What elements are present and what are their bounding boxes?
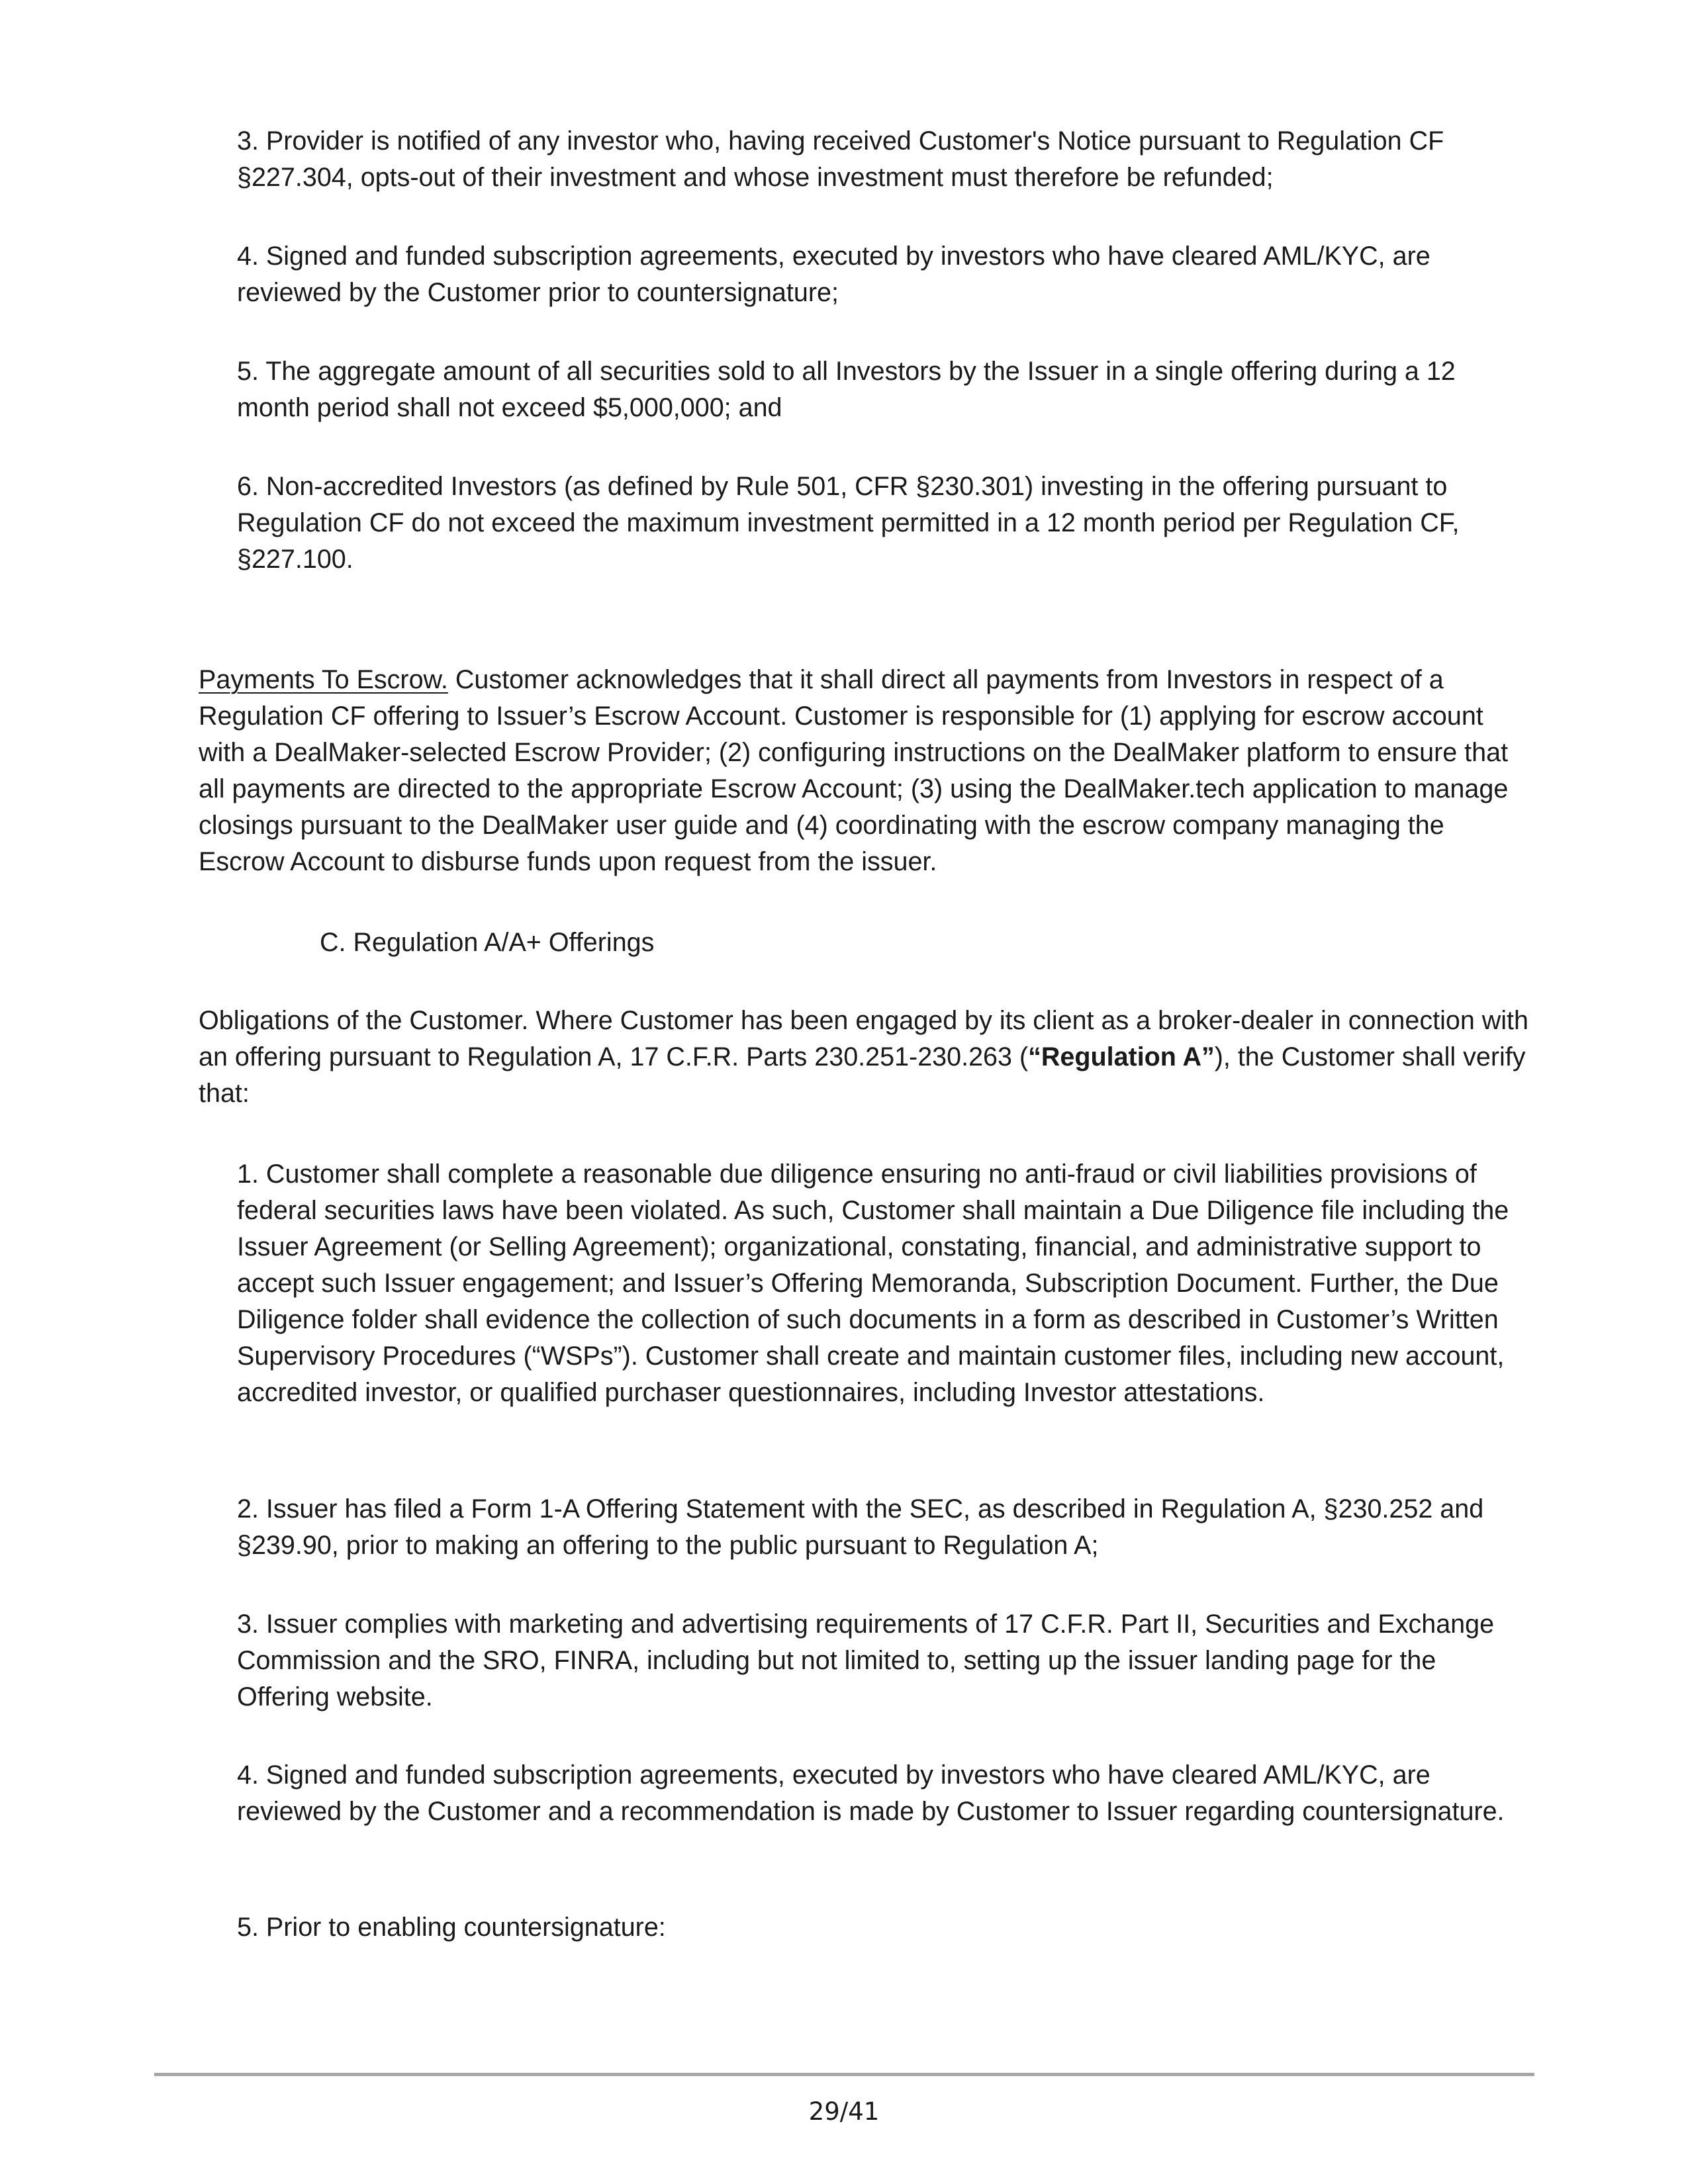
reg-a-item-1: 1. Customer shall complete a reasonable due diligence ensuring no anti-fraud or civil liabilities provisions of federal securities laws have been violated. As such, Customer shall maintain a Due Diligence file including the Issuer Agreement (or Selling Agreement); organizational, constating, financial, and administrative support to accept such Issuer engagement; and Issuer’s Offering Memoranda, Subscription Document. Further, the Due Diligence folder shall evidence the collection of such documents in a form as described in Customer’s Written Supervisory Procedures (“WSPs”). Customer shall create and maintain customer files, including new account, accredited investor, or qualified purchaser questionnaires, including Investor attestations.: [237, 1160, 1509, 1407]
footer-divider: [154, 2073, 1534, 2076]
regulation-a-defined-term: “Regulation A”: [1028, 1042, 1215, 1071]
obligations-paragraph: [199, 1003, 1536, 1112]
payments-to-escrow-heading: Payments To Escrow.: [199, 665, 448, 694]
reg-cf-item-5: 5. The aggregate amount of all securities sold to all Investors by the Issuer in a single offering during a 12 month period shall not exceed $5,000,000; and: [237, 357, 1456, 422]
reg-cf-item-6: 6. Non-accredited Investors (as defined by Rule 501, CFR §230.301) investing in the offering pursuant to Regulation CF do not exceed the maximum investment permitted in a 12 month period per Regulation CF, §227.100.: [237, 472, 1460, 574]
reg-a-item-2: 2. Issuer has filed a Form 1-A Offering Statement with the SEC, as described in Regulation A, §230.252 and §239.90, prior to making an offering to the public pursuant to Regulation A;: [237, 1494, 1484, 1560]
section-c-heading: C. Regulation A/A+ Offerings: [320, 928, 655, 957]
reg-a-item-3: 3. Issuer complies with marketing and advertising requirements of 17 C.F.R. Part II, Securities and Exchange Commission and the SRO, FINRA, including but not limited to, setting up the issuer landing page for the Offering website.: [237, 1610, 1495, 1711]
page-number: 29/41: [808, 2097, 880, 2126]
obligations-text-start: Obligations of the Customer. Where Customer has been engaged by its client as a broker-dealer in connection with an offering pursuant to Regulation A, 17 C.F.R. Parts 230.251-230.263 (: [199, 1006, 1529, 1071]
reg-cf-item-4: 4. Signed and funded subscription agreements, executed by investors who have cleared AML/KYC, are reviewed by the Customer prior to countersignature;: [237, 242, 1430, 307]
obligations-text-end: ), the Customer shall verify that:: [199, 1042, 1526, 1108]
reg-a-item-4: 4. Signed and funded subscription agreements, executed by investors who have cleared AML/KYC, are reviewed by the Customer and a recommendation is made by Customer to Issuer regarding countersignature.: [237, 1760, 1505, 1826]
reg-cf-item-3: 3. Provider is notified of any investor who, having received Customer's Notice pursuant to Regulation CF §227.304, opts-out of their investment and whose investment must therefore be refunded;: [237, 126, 1444, 192]
payments-to-escrow-paragraph: [199, 662, 1536, 880]
payments-to-escrow-body: Customer acknowledges that it shall direct all payments from Investors in respect of a Regulation CF offering to Issuer’s Escrow Account. Customer is responsible for (1) applying for escrow account with a DealMaker-selected Escrow Provider; (2) configuring instructions on the DealMaker platform to ensure that all payments are directed to the appropriate Escrow Account; (3) using the DealMaker.tech application to manage closings pursuant to the DealMaker user guide and (4) coordinating with the escrow company managing the Escrow Account to disburse funds upon request from the issuer.: [199, 665, 1509, 876]
reg-a-item-5: 5. Prior to enabling countersignature:: [237, 1913, 666, 1942]
